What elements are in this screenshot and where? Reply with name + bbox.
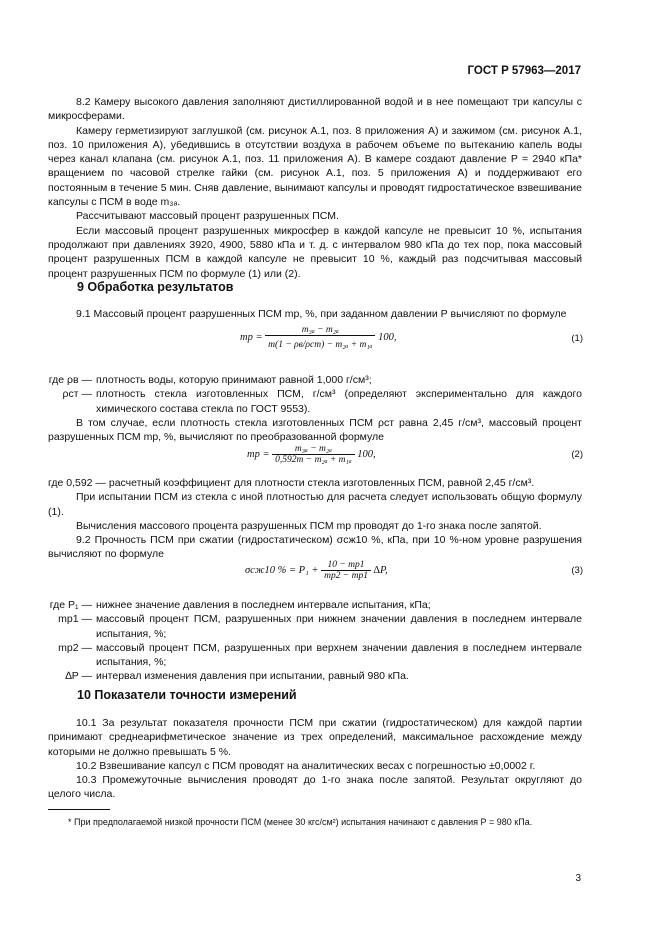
section-9-heading: 9 Обработка результатов bbox=[77, 280, 234, 294]
paragraph-precision: Вычисления массового процента разрушенных ПСМ mр проводят до 1-го знака после запятой. bbox=[76, 519, 542, 532]
definition-text: нижнее значение давления в последнем интервале испытания, кПа; bbox=[96, 599, 431, 611]
paragraph-calc: Рассчитывают массовый процент разрушенных ПСМ. bbox=[76, 210, 339, 223]
paragraph-10-2: 10.2 Взвешивание капсул с ПСМ проводят на аналитических весах с погрешностью ±0,0002 г. bbox=[76, 759, 536, 772]
formula-3-number: (3) bbox=[571, 565, 583, 576]
definition-symbol: ∆P — bbox=[65, 670, 92, 683]
formula-1-denominator: m(1 − ρв/ρст) − m₂ₐ + m₁ₐ bbox=[268, 340, 373, 350]
formula-1-lhs: mр = bbox=[240, 331, 263, 343]
definition-row bbox=[48, 669, 582, 683]
paragraph-other-density: При испытании ПСМ из стекла с иной плотностью для расчета следует использовать общую формулу (1). bbox=[48, 491, 582, 518]
footnote: * При предполагаемой низкой прочности ПСМ (менее 30 кгс/см²) испытания начинают с давления Р = 980 кПа. bbox=[68, 817, 533, 827]
definition-symbol: где P₁ — bbox=[49, 599, 92, 611]
formula-3-denominator: mр2 − mр1 bbox=[324, 571, 368, 581]
definition-text: массовый процент ПСМ, разрушенных при верхнем значении давления в последнем интервале испытания, %; bbox=[96, 641, 582, 669]
formula-1-fraction bbox=[265, 325, 375, 350]
definition-text: плотность воды, которую принимают равной 1,000 г/см³; bbox=[96, 374, 372, 386]
formula-1-definitions bbox=[48, 373, 582, 416]
definition-row bbox=[48, 612, 582, 641]
document-id-header: ГОСТ Р 57963—2017 bbox=[467, 65, 581, 77]
definition-symbol: mр1 — bbox=[58, 613, 92, 626]
formula-2 bbox=[247, 444, 376, 465]
formula-1-number: (1) bbox=[571, 333, 583, 344]
definition-text: интервал изменения давления при испытании, равный 980 кПа. bbox=[96, 670, 409, 683]
formula-2-lhs: mр = bbox=[247, 448, 270, 460]
paragraph-9-2: 9.2 Прочность ПСМ при сжатии (гидростатическом) σсж10 %, кПа, при 10 %-ном уровне разрушения вычисляют по формуле bbox=[48, 534, 582, 561]
definition-text: плотность стекла изготовленных ПСМ, г/см³ (определяют экспериментально для каждого химического состава стекла по ГОСТ 9553). bbox=[96, 388, 582, 415]
definition-row bbox=[48, 598, 582, 612]
formula-3-numerator: 10 − mр1 bbox=[321, 560, 371, 571]
definition-symbol: где ρв — bbox=[48, 374, 92, 386]
definition-symbol: ρст — bbox=[62, 388, 92, 401]
formula-2-number: (2) bbox=[571, 449, 583, 460]
formula-2-fraction bbox=[272, 444, 354, 465]
definition-text: массовый процент ПСМ, разрушенных при нижнем значении давления в последнем интервале испытания, %; bbox=[96, 613, 582, 640]
formula-1 bbox=[240, 325, 396, 350]
paragraph-coefficient: где 0,592 — расчетный коэффициент для плотности стекла изготовленных ПСМ, равной 2,45 г/см³. bbox=[48, 477, 535, 489]
formula-3-lhs: σсж10 % = P₁ + bbox=[245, 564, 319, 576]
section-8-text bbox=[48, 95, 582, 281]
paragraph-10-1: 10.1 За результат показателя прочности ПСМ при сжатии (гидростатическом) для каждой партии принимают среднеарифметическое значение из трех определений, максимальное расхождение между которыми не должно превышать 5 %. bbox=[48, 717, 582, 758]
formula-3-definitions bbox=[48, 598, 582, 684]
formula-1-tail: 100, bbox=[378, 331, 397, 343]
formula-1-numerator: m₃ₐ − m₂ₐ bbox=[265, 325, 375, 336]
paragraph-10-3: 10.3 Промежуточные вычисления проводят до 1-го знака после запятой. Результат округляют до целого числа. bbox=[48, 774, 582, 801]
footnote-divider bbox=[48, 809, 110, 810]
definition-row bbox=[48, 373, 582, 387]
section-9-body bbox=[48, 476, 582, 562]
formula-2-denominator: 0,592m − m₂ₐ + m₁ₐ bbox=[275, 455, 352, 465]
section-10-heading: 10 Показатели точности измерений bbox=[77, 688, 297, 702]
paragraph-9-1-text: 9.1 Массовый процент разрушенных ПСМ mр, %, при заданном давлении Р вычисляют по формуле bbox=[76, 308, 567, 320]
formula-2-tail: 100, bbox=[357, 448, 376, 460]
formula-3 bbox=[245, 560, 388, 581]
paragraph-glass-density bbox=[48, 416, 582, 445]
paragraph-sealing: Камеру герметизируют заглушкой (см. рисунок А.1, поз. 8 приложения А) и зажимом (см. рисунок А.1, поз. 10 приложения А), убедившись в отсутствии воздуха в рабочем объеме по вытеканию капель воды через канал клапана (см. рисунок А.1, поз. 11 приложения А). В камере создают давление Р = 2940 кПа* вращением по часовой стрелке гайки (см. рисунок А.1, поз. 5 приложения А) и поддерживают его постоянным в течение 5 мин. Сняв давление, вынимают капсулы и проводят гидростатическое взвешивание капсулы с ПСМ в воде m₃ₐ. bbox=[48, 124, 582, 209]
section-10-body bbox=[48, 716, 582, 802]
formula-3-tail: ∆P, bbox=[373, 564, 388, 576]
formula-3-fraction bbox=[321, 560, 371, 581]
paragraph-continue: Если массовый процент разрушенных микросфер в каждой капсуле не превысит 10 %, испытания продолжают при давлениях 3920, 4900, 5880 кПа и т. д. с интервалом 980 кПа до тех пор, пока массовый процент разрушенных ПСМ в каждой капсуле не превысит 10 %, каждый раз подсчитывая массовый процент разрушенных ПСМ по формуле (1) или (2). bbox=[48, 224, 582, 280]
definition-symbol: mр2 — bbox=[58, 641, 92, 654]
definition-row bbox=[48, 387, 582, 416]
page-number: 3 bbox=[575, 873, 581, 884]
formula-2-numerator: m₃ₐ − m₂ₐ bbox=[272, 444, 354, 455]
definition-row bbox=[48, 641, 582, 670]
paragraph-glass-density-text: В том случае, если плотность стекла изготовленных ПСМ ρст равна 2,45 г/см³, массовый процент разрушенных ПСМ mр, %, вычисляют по преобразованной формуле bbox=[48, 417, 582, 444]
paragraph-8-2: 8.2 Камеру высокого давления заполняют дистиллированной водой и в нее помещают три капсулы с микросферами. bbox=[48, 96, 582, 123]
paragraph-9-1 bbox=[48, 307, 582, 321]
